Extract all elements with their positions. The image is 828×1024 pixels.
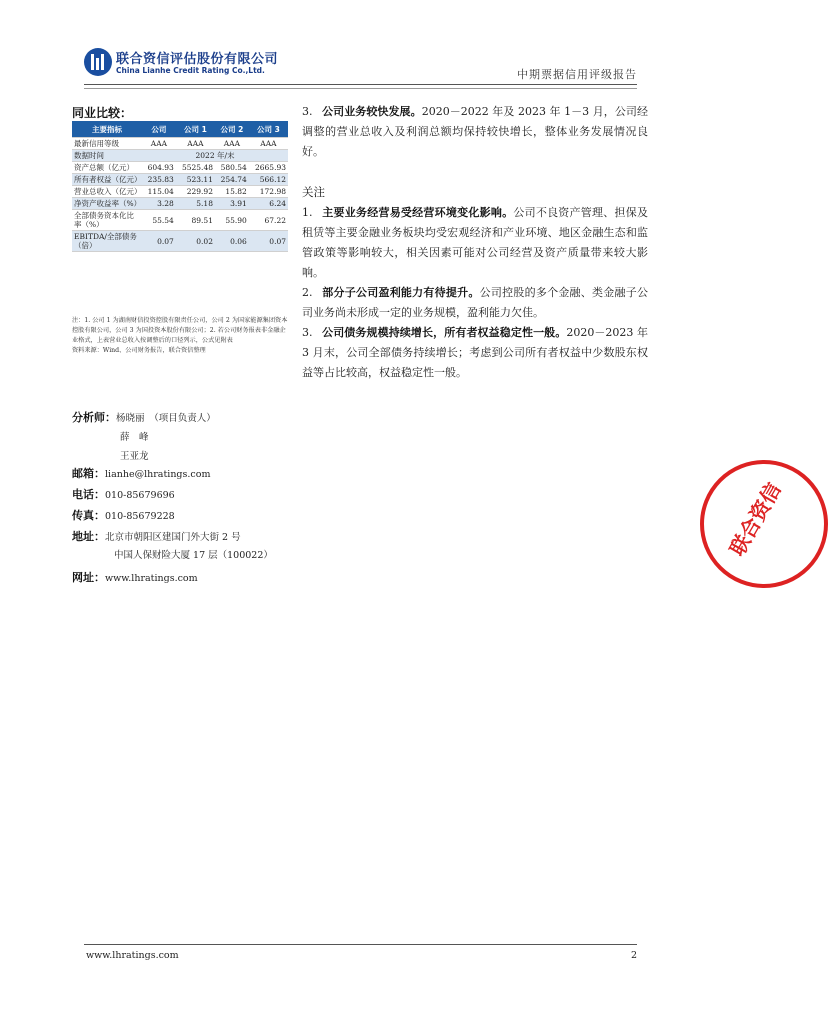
- header-rule: [84, 84, 637, 85]
- table-cell: 115.04: [142, 186, 176, 198]
- table-row: [72, 231, 288, 252]
- email-value[interactable]: lianhe@lhratings.com: [105, 469, 211, 480]
- email-label: 邮箱：: [72, 467, 105, 480]
- company-logo-icon: [84, 48, 112, 76]
- focus-section-title: 关注: [302, 185, 325, 199]
- item-text: 2020－2022 年及 2023 年 1－3 月，公司经调整的营业总收入及利润总额均保持较快增长，整体业务发展情况良好。: [302, 105, 649, 158]
- item-number: 3.: [302, 105, 313, 118]
- header-rule-thin: [84, 88, 637, 89]
- item-number: 2.: [302, 286, 313, 299]
- focus-item-3: [302, 323, 648, 383]
- table-header: 公司 1: [176, 121, 215, 138]
- analyst-label: 分析师：: [72, 411, 116, 424]
- contact-fax: [72, 507, 175, 526]
- table-cell: 566.12: [249, 174, 288, 186]
- table-header: 公司 2: [215, 121, 249, 138]
- table-header-row: [72, 121, 288, 138]
- table-cell: 55.90: [215, 210, 249, 231]
- table-cell: 0.06: [215, 231, 249, 252]
- analyst-name: 杨晓丽 （项目负责人）: [116, 413, 216, 424]
- table-cell: 2665.93: [249, 162, 288, 174]
- table-cell: 55.54: [142, 210, 176, 231]
- table-cell: AAA: [176, 138, 215, 150]
- table-footnote: 注：1. 公司 1 为湖南财信投资控股有限责任公司，公司 2 为国家能源集团资本控股有限公司，公司 3 为国投资本股份有限公司；2. 若公司财务报表非金融企业格式，上表营业总收入按调整后的口径列示，公式见附表: [72, 317, 288, 344]
- table-header: 主要指标: [72, 121, 142, 138]
- table-header: 公司: [142, 121, 176, 138]
- contact-website: [72, 569, 198, 588]
- table-cell: 67.22: [249, 210, 288, 231]
- page-number: 2: [630, 950, 637, 961]
- fax-value: 010-85679228: [105, 511, 175, 522]
- report-type: 中期票据信用评级报告: [517, 68, 637, 81]
- company-name-en: China Lianhe Credit Rating Co.,Ltd.: [116, 66, 265, 75]
- footer-rule: [84, 944, 637, 945]
- table-row: [72, 162, 288, 174]
- address-label: 地址：: [72, 530, 105, 543]
- table-cell: 254.74: [215, 174, 249, 186]
- table-cell: 604.93: [142, 162, 176, 174]
- peer-comparison-title: 同业比较：: [72, 106, 133, 120]
- table-cell: 0.07: [142, 231, 176, 252]
- strength-item-3: [302, 102, 648, 162]
- table-cell: 89.51: [176, 210, 215, 231]
- contact-address: [72, 528, 273, 565]
- item-number: 3.: [302, 326, 313, 339]
- item-number: 1.: [302, 206, 313, 219]
- table-cell: 15.82: [215, 186, 249, 198]
- table-source: 资料来源：Wind、公司财务报告，联合资信整理: [72, 347, 206, 354]
- peer-comparison-table: [72, 121, 288, 252]
- item-heading: 主要业务经营易受经营环境变化影响。: [322, 206, 514, 219]
- table-header: 公司 3: [249, 121, 288, 138]
- focus-item-2: [302, 283, 648, 323]
- row-label: 所有者权益（亿元）: [74, 175, 142, 184]
- company-name-cn: 联合资信评估股份有限公司: [116, 52, 279, 67]
- item-text: 公司控股的多个金融、类金融子公司业务尚未形成一定的业务规模，盈利能力欠佳。: [302, 286, 649, 319]
- item-heading: 公司债务规模持续增长，所有者权益稳定性一般。: [322, 326, 567, 339]
- contact-email: [72, 465, 210, 484]
- phone-label: 电话：: [72, 488, 105, 501]
- table-row: [72, 186, 288, 198]
- table-row: [72, 138, 288, 150]
- table-cell: 5525.48: [176, 162, 215, 174]
- table-cell: AAA: [249, 138, 288, 150]
- table-cell: 235.83: [142, 174, 176, 186]
- table-cell: 0.07: [249, 231, 288, 252]
- footer-url[interactable]: www.lhratings.com: [86, 950, 179, 961]
- row-label: 资产总额（亿元）: [72, 162, 142, 174]
- analyst-name: 王亚龙: [120, 451, 149, 462]
- address-line-1: 北京市朝阳区建国门外大街 2 号: [105, 532, 241, 543]
- table-cell: 523.11: [176, 174, 215, 186]
- table-cell: 229.92: [176, 186, 215, 198]
- table-note: [72, 316, 288, 356]
- table-row: [72, 174, 288, 186]
- address-line-2: 中国人保财险大厦 17 层（100022）: [114, 550, 273, 561]
- row-label: 最新信用等级: [72, 138, 142, 150]
- table-row: [72, 150, 288, 162]
- row-label: 净资产收益率（%）: [74, 199, 142, 208]
- stamp-text: 联合资信: [724, 478, 786, 560]
- analyst-name: 薛 峰: [120, 432, 149, 443]
- table-cell: 0.02: [176, 231, 215, 252]
- table-cell: 3.91: [215, 198, 249, 210]
- contact-phone: [72, 486, 175, 505]
- table-cell: 172.98: [249, 186, 288, 198]
- item-text: 2020－2023 年 3 月末，公司全部债务持续增长；考虑到公司所有者权益中少数股东权益等占比较高，权益稳定性一般。: [302, 326, 648, 379]
- row-label: EBITDA/全部债务（倍）: [72, 231, 142, 252]
- company-seal-stamp: [700, 460, 828, 588]
- table-cell: AAA: [215, 138, 249, 150]
- phone-value: 010-85679696: [105, 490, 175, 501]
- website-value[interactable]: www.lhratings.com: [105, 573, 198, 584]
- table-cell: 6.24: [249, 198, 288, 210]
- table-cell: 3.28: [142, 198, 176, 210]
- table-cell: 580.54: [215, 162, 249, 174]
- focus-item-1: [302, 203, 648, 283]
- table-cell: AAA: [142, 138, 176, 150]
- analyst-block: [72, 408, 216, 466]
- item-heading: 部分子公司盈利能力有待提升。: [322, 286, 480, 299]
- row-label: 数据时间: [72, 150, 142, 162]
- table-cell: 2022 年/末: [142, 150, 288, 162]
- row-label: 营业总收入（亿元）: [74, 187, 142, 196]
- website-label: 网址：: [72, 571, 105, 584]
- row-label: 全部债务资本化比率（%）: [72, 210, 142, 231]
- table-row: [72, 210, 288, 231]
- fax-label: 传真：: [72, 509, 105, 522]
- table-row: [72, 198, 288, 210]
- item-heading: 公司业务较快发展。: [322, 105, 422, 118]
- item-text: 公司不良资产管理、担保及租赁等主要金融业务板块均受宏观经济和产业环境、地区金融生态和监管政策等影响较大，相关因素可能对公司经营及资产质量带来较大影响。: [302, 206, 648, 279]
- table-cell: 5.18: [176, 198, 215, 210]
